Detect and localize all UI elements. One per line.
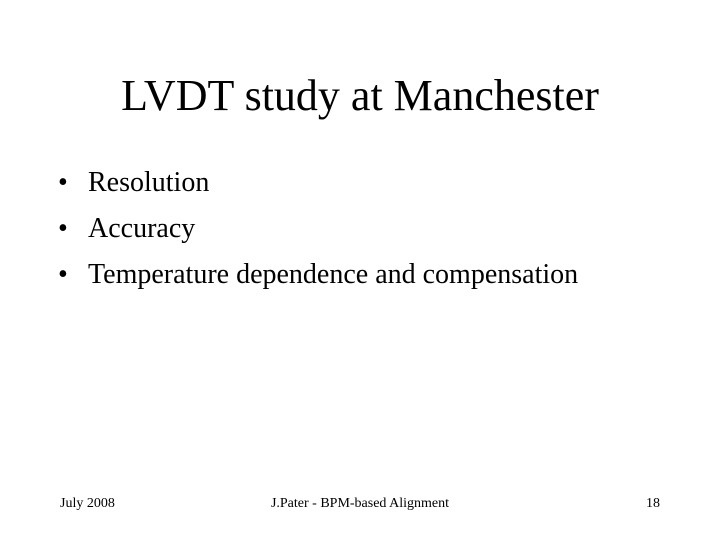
bullet-list	[58, 160, 578, 298]
bullet-item-temperature	[58, 252, 578, 298]
slide-title: LVDT study at Manchester	[121, 71, 599, 120]
bullet-icon: •	[58, 259, 68, 290]
footer-date: July 2008	[60, 496, 115, 511]
bullet-text: Temperature dependence and compensation	[88, 259, 579, 290]
bullet-text: Resolution	[88, 167, 210, 198]
bullet-text: Accuracy	[88, 213, 196, 244]
bullet-icon: •	[58, 213, 68, 244]
bullet-icon: •	[58, 167, 68, 198]
bullet-item-accuracy	[58, 206, 578, 252]
footer-page-number: 18	[646, 496, 660, 511]
footer-author-topic: J.Pater - BPM-based Alignment	[270, 496, 450, 511]
bullet-item-resolution	[58, 160, 578, 206]
